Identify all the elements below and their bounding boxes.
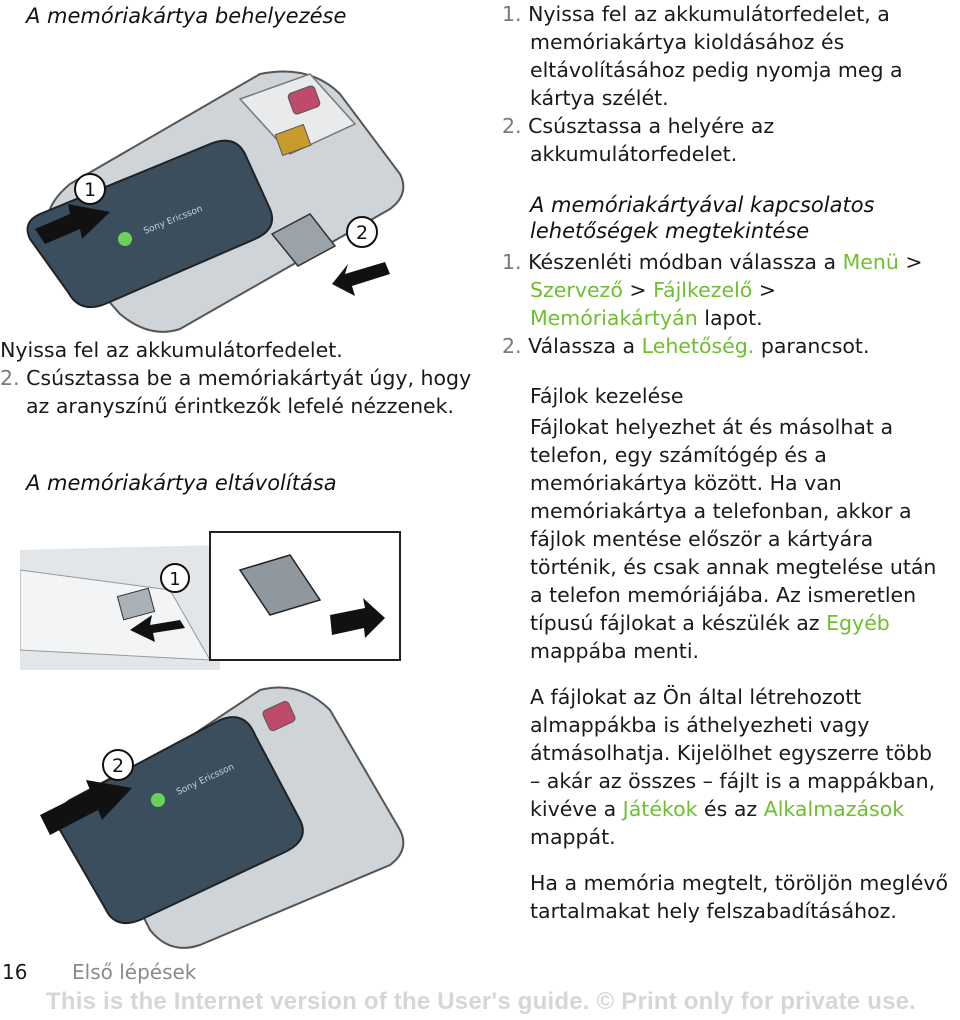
insert-step-1: Nyissa fel az akkumulátorfedelet. — [0, 338, 343, 362]
callout-2: 2 — [355, 222, 369, 244]
brand-text-2: Sony Ericsson — [175, 762, 236, 798]
page-number: 16 — [2, 960, 28, 984]
arrow-2-icon — [332, 262, 390, 296]
menu-link-organizer: Szervező — [530, 278, 623, 302]
view-step-2: 2. Válassza a Lehetőség. parancsot. — [502, 334, 870, 358]
callout-1b: 1 — [169, 569, 181, 590]
menu-link-memory-card: Memóriakártyán — [530, 306, 698, 330]
view-options-heading: A memóriakártyával kapcsolatos lehetőségek megtekintése — [530, 193, 875, 243]
insert-steps — [0, 336, 478, 420]
remove-card-illustration — [20, 530, 410, 670]
brand-logo-2-icon — [151, 793, 165, 807]
close-cover-illustration — [10, 680, 420, 950]
menu-link-other: Egyéb — [826, 611, 890, 635]
remove-steps — [502, 0, 942, 168]
view-steps — [502, 248, 942, 360]
brand-logo-icon — [118, 232, 132, 246]
brand-text: Sony Ericsson — [142, 204, 205, 237]
section-title: Első lépések — [72, 960, 197, 984]
remove-step-2: 2. Csúsztassa a helyére az akkumulátorfedelet. — [502, 114, 775, 166]
files-paragraph-3: Ha a memória megtelt, töröljön meglévő tartalmakat hely felszabadításához. — [530, 871, 948, 923]
insert-step-2: 2. Csúsztassa be a memóriakártyát úgy, hogy az aranyszínű érintkezők lefelé nézzenek. — [0, 366, 472, 418]
insert-card-heading: A memóriakártya behelyezése — [26, 4, 347, 28]
menu-link-applications: Alkalmazások — [763, 797, 905, 821]
files-paragraph-2: A fájlokat az Ön által létrehozott almappákba is áthelyezheti vagy átmásolhatja. Kijelölhet egyszerre több – akár az összes – fájlt is a mappákban, kivéve a Játékok és az Alkalmazások mappát. — [530, 685, 936, 849]
callout-1: 1 — [83, 179, 97, 201]
remove-card-heading: A memóriakártya eltávolítása — [26, 471, 337, 495]
menu-link-menu: Menü — [842, 250, 899, 274]
view-step-1: 1. Készenléti módban válassza a Menü > Szervező > Fájlkezelő > Memóriakártyán lapot. — [502, 250, 923, 330]
files-heading: Fájlok kezelése — [530, 384, 684, 408]
callout-2b: 2 — [111, 755, 125, 777]
internet-version-notice: This is the Internet version of the User's guide. © Print only for private use. — [46, 988, 917, 1015]
insert-card-illustration — [10, 34, 420, 334]
menu-link-file-manager: Fájlkezelő — [653, 278, 753, 302]
files-paragraph-1: Fájlokat helyezhet át és másolhat a telefon, egy számítógép és a memóriakártya között. Ha van memóriakártya a telefonban, akkor a fájlok mentése először a kártyára történik, és csak annak megtelése után a telefon memóriájába. Az ismeretlen típusú fájlokat a készülék az Egyéb mappába menti. — [530, 415, 937, 663]
menu-link-options: Lehetőség. — [641, 334, 755, 358]
remove-step-1: 1. Nyissa fel az akkumulátorfedelet, a memóriakártya kioldásához és eltávolításához pedig nyomja meg a kártya szélét. — [502, 2, 903, 110]
menu-link-games: Játékok — [622, 797, 698, 821]
